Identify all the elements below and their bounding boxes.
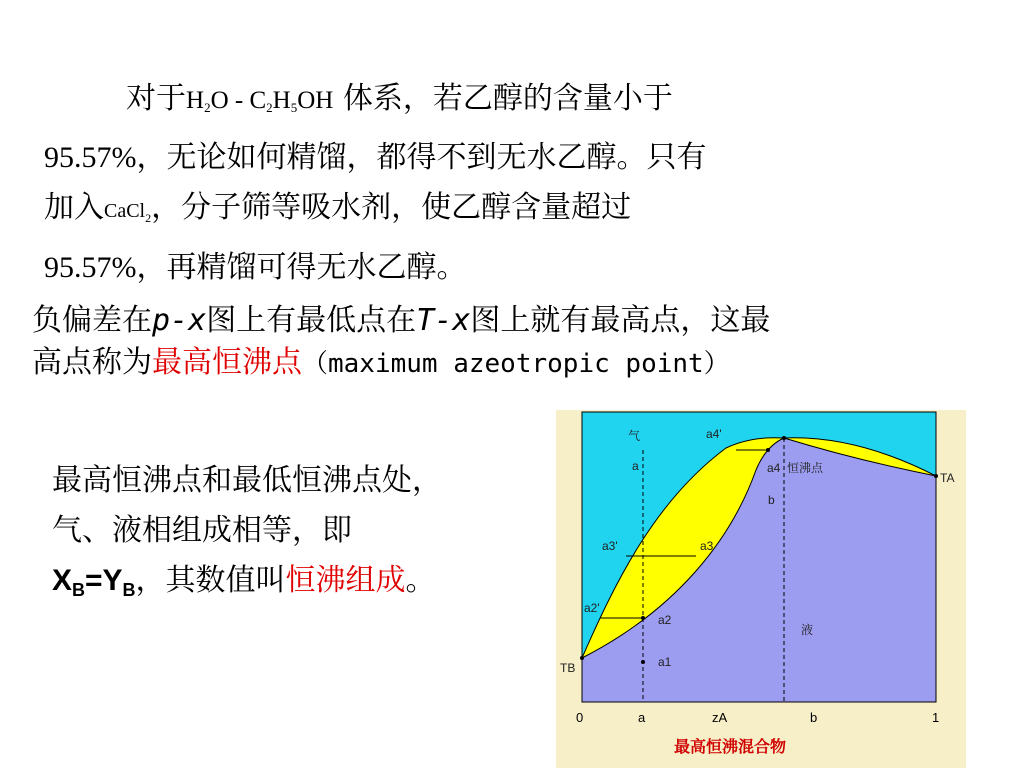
x-tick-za: zA: [712, 710, 728, 725]
point-azeotrope: [782, 436, 786, 440]
paragraph-azeotrope-composition: [52, 456, 572, 615]
point-a1: [641, 660, 645, 664]
label-a2: a2: [658, 613, 672, 627]
para1-line2: 95.57%，无论如何精馏，都得不到无水乙醇。只有: [44, 140, 707, 175]
phase-diagram: [556, 410, 966, 768]
paragraph-max-azeotrope: [32, 300, 1012, 385]
para2-line2: 高点称为最高恒沸点（maximum azeotropic point）: [32, 345, 730, 380]
x-tick-b: b: [810, 710, 818, 725]
para3-line3: $X_B=Y_B$，其数值叫恒沸组成。: [52, 563, 436, 600]
label-a2p: a2': [584, 601, 600, 615]
label-a-top: a: [632, 459, 639, 473]
para3-line1: 最高恒沸点和最低恒沸点处，: [52, 463, 442, 498]
para1-line3: 加入CaCl$_2$，分子筛等吸水剂，使乙醇含量超过: [44, 190, 632, 225]
highlight-azeotrope-composition: 恒沸组成: [285, 563, 406, 598]
point-a2: [641, 616, 645, 620]
label-b-mid: b: [768, 493, 775, 507]
label-ta: TA: [940, 471, 955, 485]
label-liquid: 液: [801, 623, 814, 637]
para2-line1: 负偏差在p-x图上有最低点在T-x图上就有最高点，这最: [32, 303, 771, 338]
equation-xb-yb: $X_B=Y_B$: [52, 564, 136, 600]
paragraph-ethanol-water: [44, 74, 944, 293]
label-azeotrope: 恒沸点: [787, 461, 824, 475]
label-a4p: a4': [706, 427, 722, 441]
para1-line4: 95.57%，再精馏可得无水乙醇。: [44, 250, 467, 285]
para1-line1: 对于$H_2O - C_2H_5OH$ 体系，若乙醇的含量小于: [126, 81, 673, 116]
x-tick-1: 1: [932, 710, 940, 725]
formula-cacl2: CaCl$_2$: [104, 200, 152, 225]
para3-line2: 气、液相组成相等，即: [52, 513, 352, 548]
label-a3p: a3': [602, 539, 618, 553]
phase-diagram-svg: [556, 410, 966, 768]
formula-h2o-c2h5oh: $H_2O - C_2H_5OH$: [186, 87, 334, 115]
label-a1: a1: [658, 655, 672, 669]
diagram-title: 最高恒沸混合物: [674, 737, 787, 756]
label-a4: a4: [767, 461, 781, 475]
label-a3: a3: [700, 539, 714, 553]
point-tb: [580, 656, 584, 660]
point-a4: [766, 448, 770, 452]
x-tick-0: 0: [576, 710, 584, 725]
label-gas: 气: [628, 429, 641, 443]
label-tb: TB: [560, 661, 576, 675]
point-ta: [934, 474, 938, 478]
highlight-max-azeotrope: 最高恒沸点: [152, 345, 302, 380]
x-tick-a: a: [638, 710, 646, 725]
